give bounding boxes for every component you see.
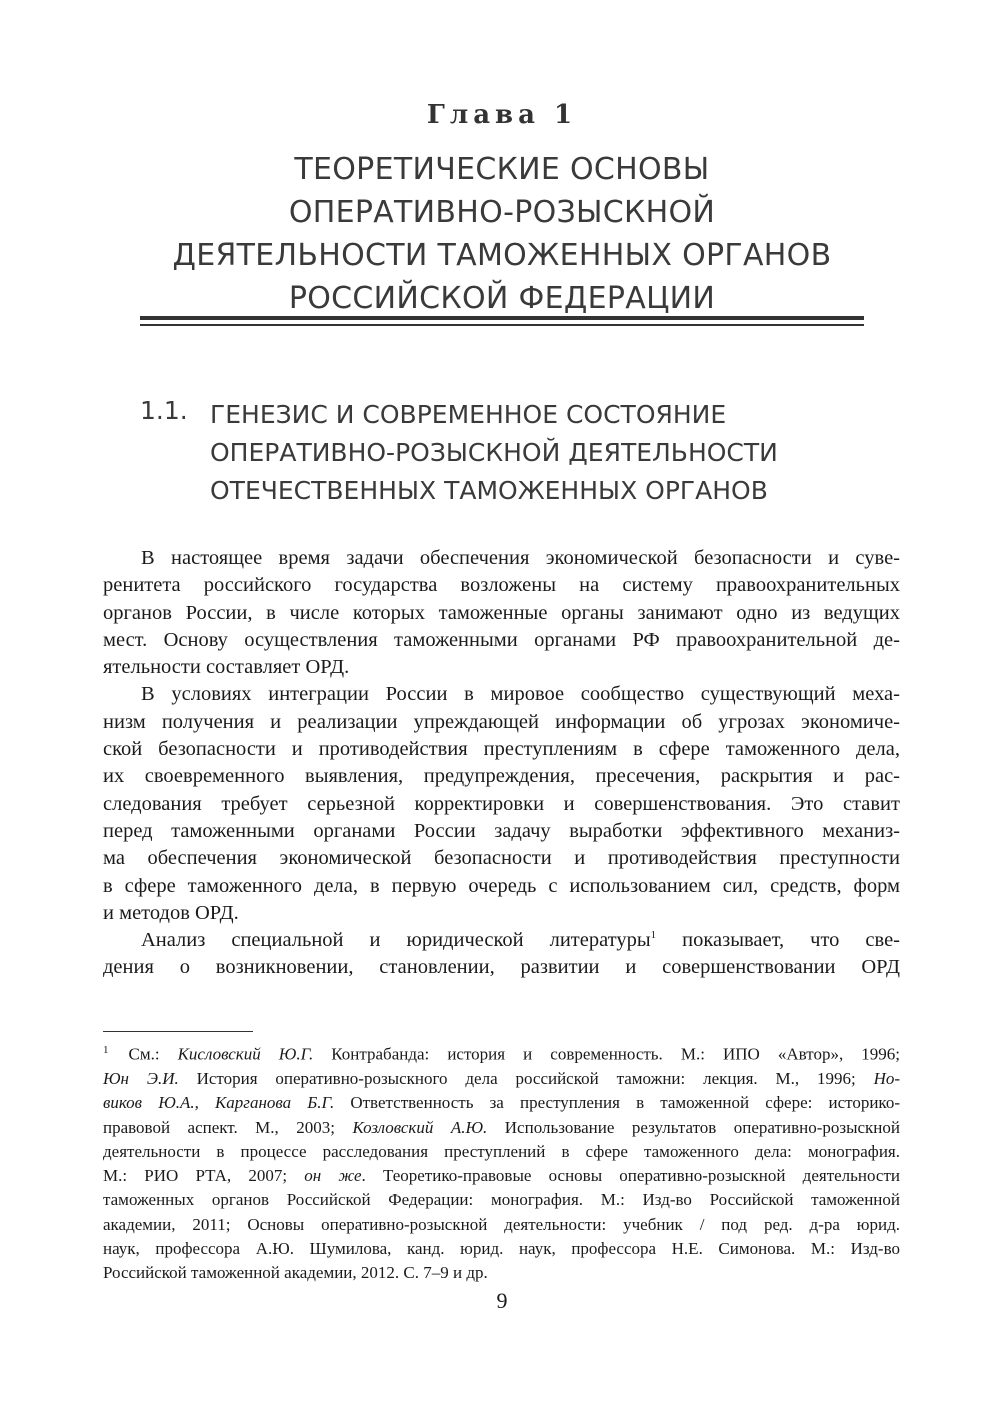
- footnote-line: [103, 1164, 900, 1188]
- text-line: и методов ОРД.: [103, 901, 239, 924]
- text-run: правовой аспект. М., 2003;: [103, 1117, 353, 1137]
- text-run: Контрабанда: история и современность. М.: ИПО «Автор», 1996;: [313, 1044, 900, 1064]
- text-line: ской безопасности и противодействия преступлениям в сфере таможенного дела,: [103, 738, 900, 761]
- text-run: показывает, что све-: [656, 929, 900, 952]
- footnote-line: академии, 2011; Основы оперативно-розыскной деятельности: учебник / под ред. д-ра юрид.: [103, 1214, 900, 1234]
- text-line: [103, 927, 900, 954]
- footnote-line: [103, 1116, 900, 1140]
- footnote-line: [103, 1038, 900, 1067]
- footnote-line: [103, 1067, 900, 1091]
- section-number: 1.1.: [140, 396, 188, 425]
- text-run: Ответственность за преступления в таможенной сфере: историко-: [334, 1093, 900, 1113]
- author-name: Козловский А.Ю.: [352, 1117, 488, 1137]
- footnote-line: Российской таможенной академии, 2012. С. 7–9 и др.: [103, 1263, 488, 1283]
- text-run: Использование результатов оперативно-розыскной: [487, 1117, 900, 1137]
- section-title-line: ОТЕЧЕСТВЕННЫХ ТАМОЖЕННЫХ ОРГАНОВ: [210, 476, 768, 505]
- section-title-line: ОПЕРАТИВНО-РОЗЫСКНОЙ ДЕЯТЕЛЬНОСТИ: [210, 438, 778, 467]
- text-run: Анализ специальной и юридической литературы: [141, 929, 651, 952]
- section-title: [210, 396, 890, 510]
- chapter-title-line: ОПЕРАТИВНО-РОЗЫСКНОЙ: [288, 195, 716, 230]
- footnote: [103, 1038, 900, 1286]
- text-line: в сфере таможенного дела, в первую очередь с использованием сил, средств, форм: [103, 874, 900, 897]
- author-name: виков Ю.А., Карганова Б.Г.: [103, 1093, 335, 1113]
- section-title-line: ГЕНЕЗИС И СОВРЕМЕННОЕ СОСТОЯНИЕ: [210, 400, 727, 429]
- text-line: ренитета российского государства возложены на систему правоохранительных: [103, 574, 900, 597]
- text-line: В условиях интеграции России в мировое сообщество существующий меха-: [141, 683, 900, 706]
- paragraph: [103, 545, 900, 681]
- footnote-line: деятельности в процессе расследования преступлений в сфере таможенного дела: монография.: [103, 1141, 900, 1161]
- chapter-rule-thick: [140, 316, 864, 320]
- text-run: М.: РИО РТА, 2007;: [103, 1166, 305, 1186]
- footnote-mark: 1: [103, 1044, 109, 1056]
- paragraph: [103, 681, 900, 927]
- text-run: См.:: [128, 1044, 178, 1064]
- footnote-reference[interactable]: 1: [650, 929, 657, 942]
- author-name: Юн Э.И.: [103, 1068, 179, 1088]
- chapter-title: [100, 148, 904, 320]
- text-line: В настоящее время задачи обеспечения экономической безопасности и суве-: [141, 547, 900, 569]
- chapter-title-line: РОССИЙСКОЙ ФЕДЕРАЦИИ: [288, 281, 716, 316]
- chapter-rule-thin: [140, 324, 864, 326]
- body-text: [103, 545, 900, 982]
- chapter-title-line: ДЕЯТЕЛЬНОСТИ ТАМОЖЕННЫХ ОРГАНОВ: [172, 238, 832, 273]
- text-line: их своевременного выявления, предупреждения, пресечения, раскрытия и рас-: [103, 765, 900, 788]
- chapter-title-line: ТЕОРЕТИЧЕСКИЕ ОСНОВЫ: [294, 152, 710, 187]
- text-line: дения о возникновении, становлении, развитии и совершенствовании ОРД: [103, 956, 900, 979]
- author-name: Кисловский Ю.Г.: [177, 1044, 314, 1064]
- text-run: История оперативно-розыскного дела российской таможни: лекция. М., 1996;: [178, 1068, 874, 1088]
- text-line: органов России, в числе которых таможенные органы занимают одно из ведущих: [103, 601, 900, 624]
- text-line: перед таможенными органами России задачу выработки эффективного механиз-: [103, 819, 900, 842]
- chapter-label: Глава 1: [426, 100, 578, 130]
- footnote-line: [103, 1091, 900, 1115]
- footnote-line: наук, профессора А.Ю. Шумилова, канд. юрид. наук, профессора Н.Е. Симонова. М.: Изд-во: [103, 1239, 900, 1259]
- text-line: мест. Основу осуществления таможенными органами РФ правоохранительной де-: [103, 628, 900, 651]
- text-line: низм получения и реализации упреждающей информации об угрозах экономиче-: [103, 710, 900, 733]
- page-number: 9: [496, 1288, 508, 1313]
- author-name: он же: [304, 1166, 362, 1186]
- author-name: Но-: [873, 1068, 901, 1088]
- text-line: ма обеспечения экономической безопасности и противодействия преступности: [103, 847, 900, 870]
- footnote-divider: [103, 1031, 253, 1032]
- text-line: ятельности составляет ОРД.: [103, 656, 350, 679]
- paragraph: [103, 927, 900, 982]
- text-run: . Теоретико-правовые основы оперативно-розыскной деятельности: [361, 1166, 900, 1186]
- footnote-line: таможенных органов Российской Федерации: монография. М.: Изд-во Российской таможенной: [103, 1190, 900, 1210]
- text-line: следования требует серьезной корректировки и совершенствования. Это ставит: [103, 792, 900, 815]
